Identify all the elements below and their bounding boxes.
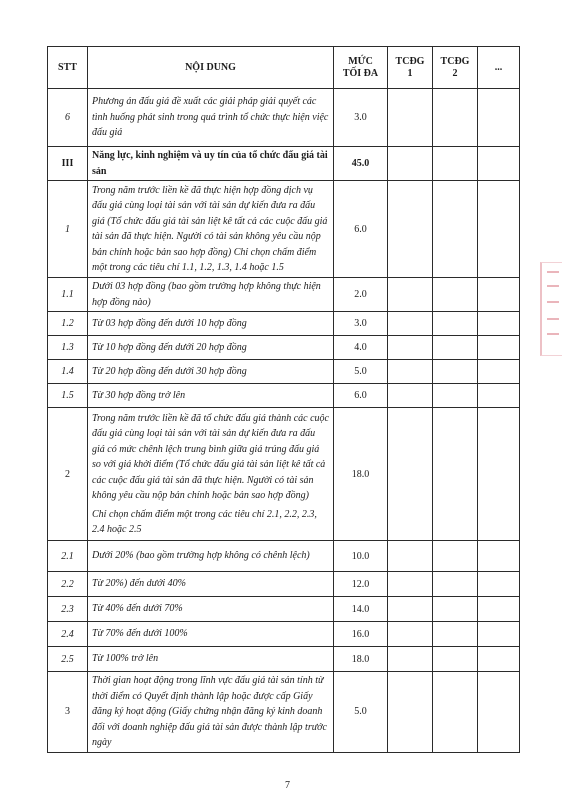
row-tcdg2-cell [433,572,478,597]
row-more-cell [478,336,520,360]
row-more-cell [478,384,520,408]
row-content: Năng lực, kinh nghiệm và uy tín của tổ chức đấu giá tài sản [88,147,334,181]
row-max-score: 10.0 [334,541,388,572]
row-content: Dưới 20% (bao gồm trường hợp không có chênh lệch) [88,541,334,572]
row-tcdg1-cell [388,147,433,181]
table-row [48,672,520,753]
row-tcdg2-cell [433,89,478,147]
row-tcdg2-cell [433,541,478,572]
table-row [48,408,520,541]
row-content: Từ 20 hợp đồng đến dưới 30 hợp đồng [88,360,334,384]
row-tcdg1-cell [388,597,433,622]
margin-stamp-mark [540,262,562,356]
row-stt: 1.3 [48,336,88,360]
header-more: ... [478,47,520,89]
row-max-score: 18.0 [334,647,388,672]
table-row [48,647,520,672]
row-more-cell [478,312,520,336]
row-stt: 1.4 [48,360,88,384]
row-tcdg1-cell [388,181,433,278]
row-max-score: 5.0 [334,360,388,384]
row-tcdg2-cell [433,384,478,408]
row-max-score: 3.0 [334,312,388,336]
row-content: Trong năm trước liền kề đã tổ chức đấu giá thành các cuộc đấu giá cùng loại tài sản với tài sản dự kiến đưa ra đấu giá có mức chênh lệch trung bình giữa giá trúng đấu giá so với giá khởi điểm (Tổ chức đấu giá tài sản liệt kê tất cả các cuộc đấu giá tài sản đã thực hiện. Người có tài sản không yêu cầu nộp bản chính hoặc bản sao hợp đồng) [92,412,329,501]
row-max-score: 12.0 [334,572,388,597]
table-row [48,541,520,572]
row-more-cell [478,572,520,597]
row-content-subtext: Chỉ chọn chấm điểm một trong các tiêu chí 2.1, 2.2, 2.3, 2.4 hoặc 2.5 [92,508,317,535]
table-row [48,312,520,336]
header-stt: STT [48,47,88,89]
row-max-score: 16.0 [334,622,388,647]
row-content: Thời gian hoạt động trong lĩnh vực đấu giá tài sản tính từ thời điểm có Quyết định thành lập hoặc được cấp Giấy đăng ký hoạt động (Giấy chứng nhận đăng ký kinh doanh đối với doanh nghiệp đấu giá tài sản được thành lập trước ngày [88,672,334,753]
table-row [48,278,520,312]
row-tcdg2-cell [433,278,478,312]
row-tcdg2-cell [433,336,478,360]
row-content: Từ 70% đến dưới 100% [88,622,334,647]
row-tcdg1-cell [388,541,433,572]
row-max-score: 6.0 [334,384,388,408]
row-tcdg2-cell [433,312,478,336]
row-content: Từ 03 hợp đồng đến dưới 10 hợp đồng [88,312,334,336]
row-stt: 2.2 [48,572,88,597]
row-tcdg1-cell [388,360,433,384]
row-tcdg1-cell [388,622,433,647]
row-content: Từ 30 hợp đồng trở lên [88,384,334,408]
row-max-score: 5.0 [334,672,388,753]
scoring-criteria-table [47,46,520,753]
row-content: Từ 20%) đến dưới 40% [88,572,334,597]
row-max-score: 3.0 [334,89,388,147]
row-tcdg1-cell [388,384,433,408]
table-row [48,147,520,181]
header-tcdg1: TCĐG 1 [388,47,433,89]
row-more-cell [478,541,520,572]
row-tcdg2-cell [433,360,478,384]
row-content: Trong năm trước liền kề đã thực hiện hợp đồng dịch vụ đấu giá cùng loại tài sản với tài sản dự kiến đưa ra đấu giá (Tổ chức đấu giá tài sản liệt kê tất cả các cuộc đấu giá tài sản đã thực hiện. Người có tài sản không yêu cầu nộp bản chính hoặc bản sao hợp đồng) Chỉ chọn chấm điểm một trong các tiêu chí 1.1, 1.2, 1.3, 1.4 hoặc 1.5 [88,181,334,278]
row-more-cell [478,672,520,753]
table-row [48,622,520,647]
row-tcdg2-cell [433,672,478,753]
row-stt: 2.5 [48,647,88,672]
table-row [48,360,520,384]
table-row [48,89,520,147]
row-stt: 2.1 [48,541,88,572]
row-tcdg1-cell [388,278,433,312]
row-more-cell [478,278,520,312]
row-tcdg2-cell [433,647,478,672]
row-more-cell [478,408,520,541]
row-tcdg1-cell [388,672,433,753]
row-content: Từ 100% trở lên [88,647,334,672]
row-max-score: 4.0 [334,336,388,360]
row-more-cell [478,181,520,278]
row-tcdg1-cell [388,572,433,597]
row-tcdg2-cell [433,147,478,181]
row-stt: 3 [48,672,88,753]
table-row [48,336,520,360]
header-max-score: MỨC TỐI ĐA [334,47,388,89]
row-max-score: 2.0 [334,278,388,312]
row-tcdg1-cell [388,89,433,147]
row-max-score: 18.0 [334,408,388,541]
row-tcdg1-cell [388,408,433,541]
row-tcdg2-cell [433,408,478,541]
table-row [48,181,520,278]
row-content: Từ 10 hợp đồng đến dưới 20 hợp đồng [88,336,334,360]
row-tcdg1-cell [388,336,433,360]
row-tcdg1-cell [388,312,433,336]
table-row [48,597,520,622]
row-more-cell [478,360,520,384]
row-more-cell [478,89,520,147]
row-tcdg1-cell [388,647,433,672]
row-stt: 2.3 [48,597,88,622]
row-stt: 6 [48,89,88,147]
row-stt: 1.5 [48,384,88,408]
page-number: 7 [285,780,290,791]
row-stt: 1.2 [48,312,88,336]
row-max-score: 45.0 [334,147,388,181]
table-row [48,384,520,408]
table-row [48,572,520,597]
row-more-cell [478,647,520,672]
header-tcdg2: TCĐG 2 [433,47,478,89]
row-stt: 1 [48,181,88,278]
row-content: Dưới 03 hợp đồng (bao gồm trường hợp không thực hiện hợp đồng nào) [88,278,334,312]
row-stt: 2 [48,408,88,541]
row-stt: 1.1 [48,278,88,312]
row-tcdg2-cell [433,622,478,647]
row-content: Phương án đấu giá đề xuất các giải pháp giải quyết các tình huống phát sinh trong quá trình tổ chức thực hiện việc đấu giá [88,89,334,147]
row-more-cell [478,597,520,622]
row-tcdg2-cell [433,181,478,278]
row-content: Từ 40% đến dưới 70% [88,597,334,622]
header-content: NỘI DUNG [88,47,334,89]
row-tcdg2-cell [433,597,478,622]
row-more-cell [478,622,520,647]
row-max-score: 14.0 [334,597,388,622]
row-content-cell [88,408,334,541]
row-stt: 2.4 [48,622,88,647]
row-stt: III [48,147,88,181]
row-max-score: 6.0 [334,181,388,278]
row-more-cell [478,147,520,181]
table-header-row [48,47,520,89]
